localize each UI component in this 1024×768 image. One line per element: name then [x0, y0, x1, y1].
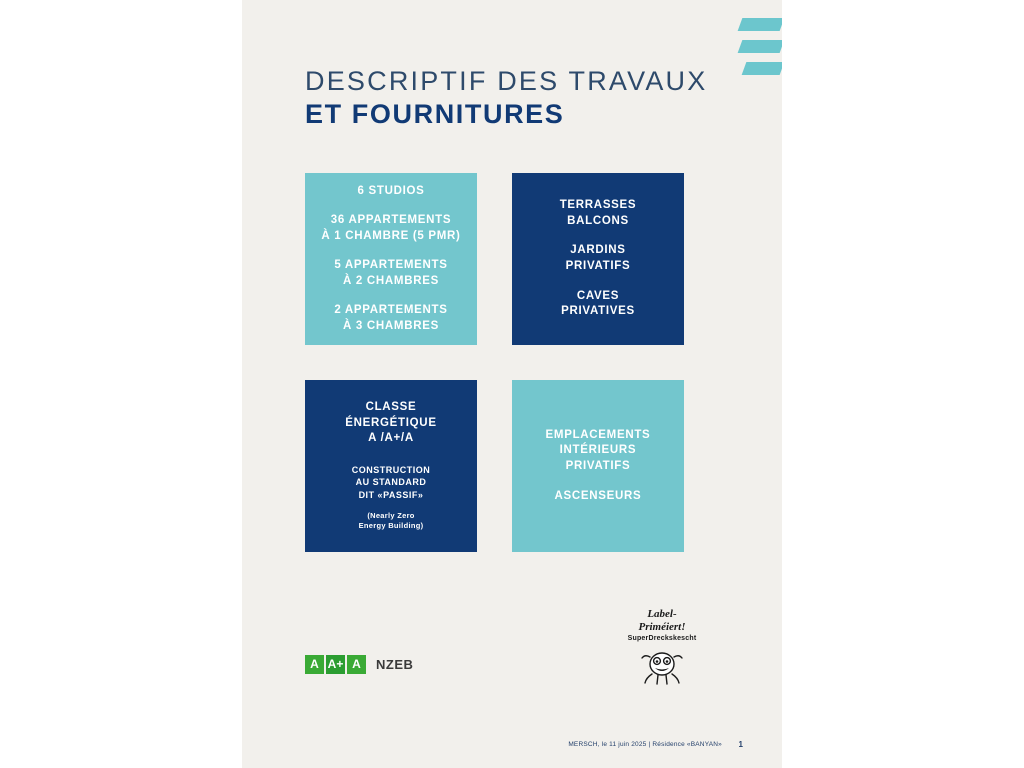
chevron-stripe-3 — [742, 62, 782, 75]
footer-page-number: 1 — [738, 740, 743, 749]
card-subtext — [352, 464, 431, 502]
card-line: 36 APPARTEMENTS — [330, 214, 452, 227]
energy-class-letters — [305, 655, 366, 674]
card-subtext-line: (Nearly Zero — [367, 510, 415, 520]
card-line: PRIVATIFS — [565, 460, 631, 472]
card-group — [345, 400, 436, 447]
footer-reference: MERSCH, le 11 juin 2025 | Résidence «BANYAN» — [568, 741, 722, 748]
chevron-stripe-1 — [738, 18, 782, 31]
nzeb-label: NZEB — [376, 657, 414, 672]
card-group — [566, 243, 631, 274]
card-group — [555, 489, 642, 505]
card-line: A /A+/A — [368, 432, 414, 445]
card-subtext-line: CONSTRUCTION — [351, 464, 431, 475]
card-line: CLASSE — [365, 401, 417, 414]
card-group — [560, 198, 637, 229]
card-line: TERRASSES — [559, 199, 637, 212]
card-outdoor-features — [512, 173, 684, 345]
chevron-stripe-2 — [738, 40, 782, 53]
superdreckskescht-text: SuperDreckskescht — [627, 634, 697, 643]
card-line: 5 APPARTEMENTS — [334, 259, 448, 272]
title-line-2: ET FOURNITURES — [305, 99, 565, 130]
card-line: ÉNERGÉTIQUE — [345, 416, 437, 429]
card-line: EMPLACEMENTS — [545, 428, 651, 441]
card-unit-mix — [305, 173, 477, 345]
card-subtext-line: Energy Building) — [358, 521, 424, 531]
energy-letter-aplus: A+ — [326, 655, 345, 674]
card-line: 6 STUDIOS — [357, 184, 425, 197]
card-subtext-line: AU STANDARD — [355, 477, 427, 488]
card-line: PRIVATIFS — [565, 260, 631, 272]
card-group — [321, 213, 460, 244]
card-line: JARDINS — [570, 244, 626, 257]
card-line: À 2 CHAMBRES — [343, 274, 439, 287]
card-group — [357, 184, 424, 200]
nzeb-badge — [305, 655, 413, 674]
card-energy-class — [305, 380, 477, 552]
label-mark-line-1: Label- — [647, 608, 677, 620]
card-group — [334, 303, 447, 334]
card-line: CAVES — [576, 289, 620, 302]
document-page — [242, 0, 782, 768]
label-mark-line-2: Priméiert! — [638, 620, 686, 633]
title-line-1: DESCRIPTIF DES TRAVAUX — [305, 66, 708, 96]
card-subtext-line: DIT «PASSIF» — [358, 490, 424, 501]
card-line: À 3 CHAMBRES — [343, 319, 439, 332]
card-line: INTÉRIEURS — [559, 444, 637, 457]
superdreckskescht-mascot-icon — [612, 643, 712, 690]
card-line: BALCONS — [567, 214, 629, 227]
energy-letter-a2: A — [347, 655, 366, 674]
card-parking-lifts — [512, 380, 684, 552]
page-footer — [242, 734, 782, 748]
card-subtext-secondary — [359, 511, 424, 532]
page-title — [305, 66, 745, 132]
card-group — [546, 428, 651, 475]
card-group — [334, 258, 447, 289]
card-line: 2 APPARTEMENTS — [334, 304, 448, 317]
energy-letter-a1: A — [305, 655, 324, 674]
card-line: ASCENSEURS — [554, 489, 642, 502]
label-primeiert-mark — [612, 608, 712, 690]
card-group — [561, 289, 635, 320]
card-line: À 1 CHAMBRE (5 PMR) — [321, 229, 461, 242]
card-line: PRIVATIVES — [561, 305, 635, 318]
